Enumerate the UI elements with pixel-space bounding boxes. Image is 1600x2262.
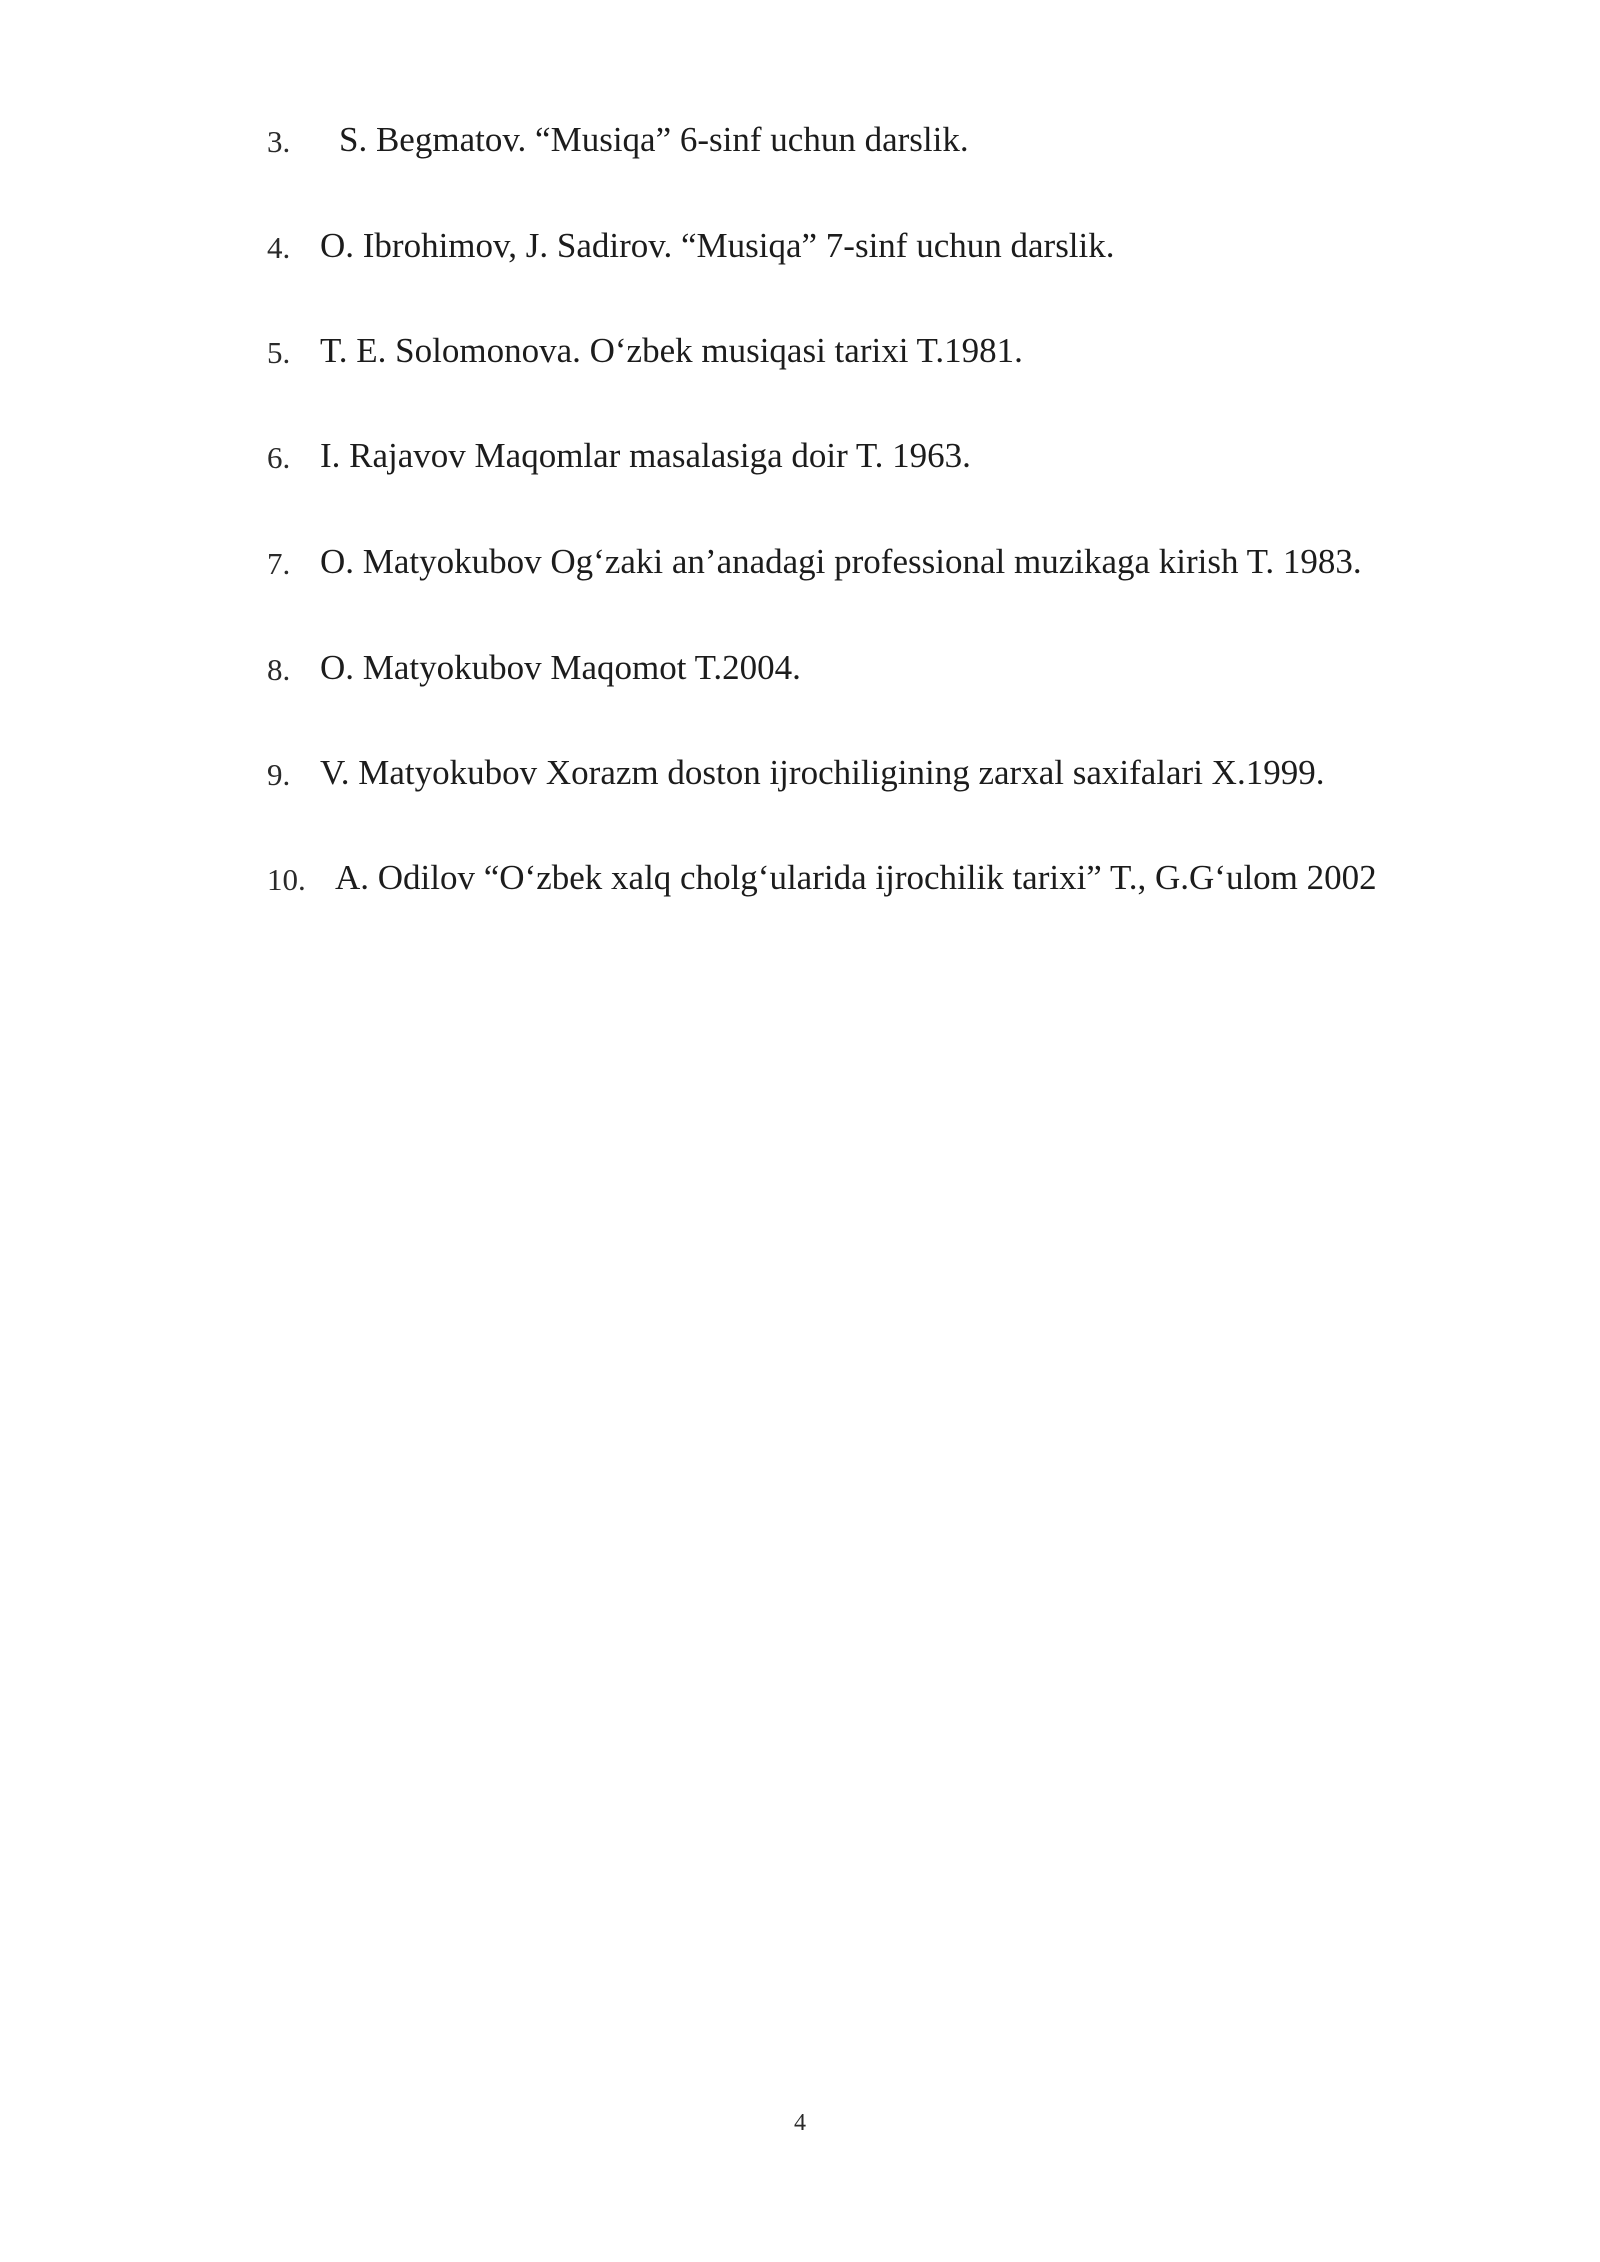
reference-item — [0, 319, 1600, 379]
reference-item — [0, 741, 1600, 801]
page-number: 4 — [794, 2110, 806, 2136]
reference-number: 4. — [267, 230, 291, 265]
reference-item — [0, 108, 1600, 168]
reference-text: A. Odilov “O‘zbek xalq cholg‘ularida ijrochilik tarixi” T., G.G‘ulom 2002 — [335, 858, 1377, 897]
reference-number: 6. — [267, 440, 291, 475]
reference-text: O. Matyokubov Maqomot T.2004. — [320, 648, 801, 687]
reference-text: I. Rajavov Maqomlar masalasiga doir T. 1963. — [320, 436, 971, 475]
reference-item — [0, 846, 1600, 906]
reference-number: 5. — [267, 335, 291, 370]
reference-number: 9. — [267, 757, 291, 792]
reference-number: 7. — [267, 546, 291, 581]
reference-number: 8. — [267, 652, 291, 687]
reference-number: 10. — [267, 862, 306, 897]
reference-text: T. E. Solomonova. O‘zbek musiqasi tarixi T.1981. — [320, 331, 1023, 370]
reference-item — [0, 636, 1600, 696]
reference-text: V. Matyokubov Xorazm doston ijrochiligining zarxal saxifalari X.1999. — [320, 753, 1325, 792]
reference-text: O. Ibrohimov, J. Sadirov. “Musiqa” 7-sinf uchun darslik. — [320, 226, 1115, 265]
reference-item — [0, 530, 1600, 590]
reference-item — [0, 424, 1600, 484]
reference-text: O. Matyokubov Og‘zaki an’anadagi professional muzikaga kirish T. 1983. — [320, 542, 1362, 581]
reference-text: S. Begmatov. “Musiqa” 6-sinf uchun darslik. — [339, 120, 969, 159]
reference-number: 3. — [267, 124, 291, 159]
reference-item — [0, 214, 1600, 274]
